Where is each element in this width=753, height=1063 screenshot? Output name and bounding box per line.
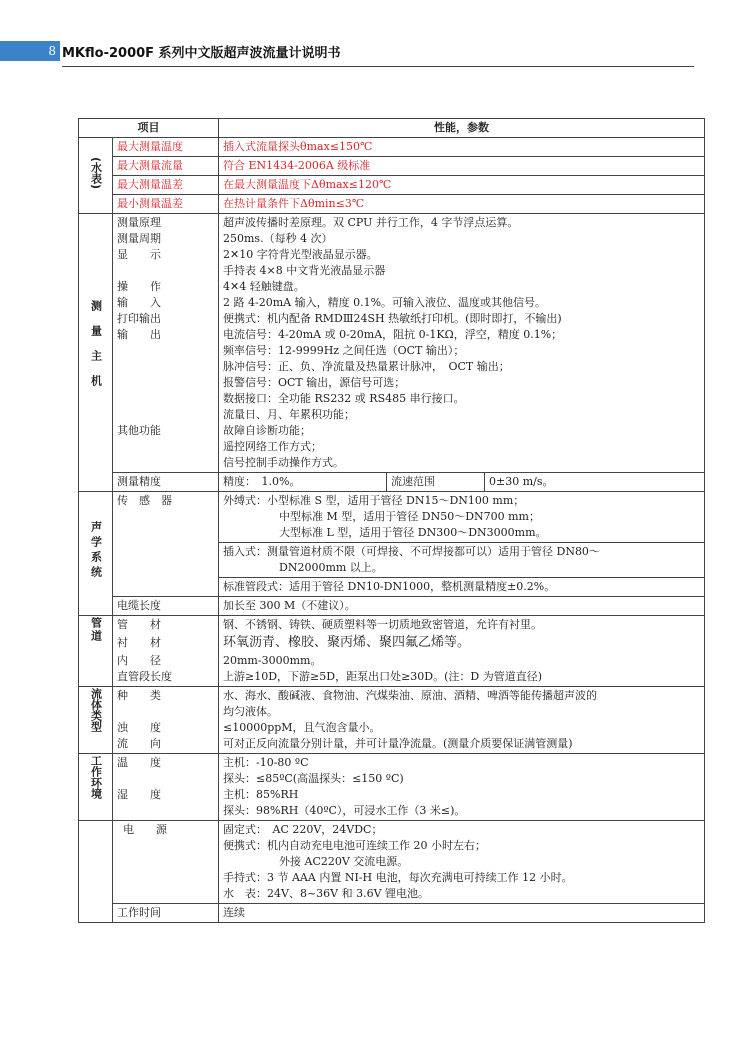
- fluid-values: [219, 687, 705, 754]
- group-label: 声学系统: [89, 521, 103, 581]
- group-environment: [79, 754, 113, 821]
- table-row: [79, 157, 705, 176]
- pipe-value: 上游≥10D，下游≥5D，距泵出口处≥30D。(注：D 为管道直径): [223, 670, 542, 683]
- row-item: 传 感 器: [113, 492, 219, 597]
- accuracy-value: 精度： 1.0%。: [219, 473, 387, 492]
- row-value: 在热计量条件下Δθmin≤3℃: [219, 195, 705, 214]
- host-value: 流量日、月、年累积功能；: [223, 408, 355, 421]
- host-item: [117, 439, 214, 455]
- table-row: [79, 597, 705, 616]
- host-value: 2 路 4-20mA 输入，精度 0.1%。可输入液位、温度或其他信号。: [223, 296, 547, 309]
- row-value: 加长至 300 M（不建议）。: [219, 597, 705, 616]
- fluid-item: 浊 度: [117, 721, 161, 734]
- table-row: [79, 754, 705, 821]
- row-item: 工作时间: [113, 904, 219, 923]
- host-value: 250ms.（每秒 4 次）: [223, 232, 333, 245]
- host-item: 操 作: [117, 280, 161, 293]
- environment-value: 主机：-10-80 ºC: [223, 756, 309, 769]
- clamp-line: 外缚式：小型标准 S 型，适用于管径 DN15～DN100 mm；: [223, 494, 525, 507]
- host-values: [219, 214, 705, 473]
- pipe-item: 衬 材: [117, 636, 161, 649]
- flow-range-value: 0±30 m/s。: [485, 473, 705, 492]
- host-item: 输 入: [117, 296, 161, 309]
- group-label: 测量主机: [89, 300, 103, 400]
- environment-value: 探头：≤85ºC(高温探头：≤150 ºC): [223, 772, 404, 785]
- row-item: 最小测量温差: [113, 195, 219, 214]
- power-line: 水 表：24V、8~36V 和 3.6V 锂电池。: [223, 887, 430, 900]
- header-performance: 性能，参数: [219, 119, 705, 138]
- group-pipe: [79, 616, 113, 687]
- clamp-line: 大型标准 L 型，适用于管径 DN300～DN3000mm。: [279, 526, 547, 539]
- row-item: 最大测量流量: [113, 157, 219, 176]
- host-item: 输 出: [117, 328, 161, 341]
- header-item: 项目: [79, 119, 219, 138]
- fluid-value: 可对正反向流量分别计量，并可计量净流量。(测量介质要保证满管测量): [223, 737, 573, 750]
- group-label: (水表): [89, 156, 103, 190]
- power-line: 便携式：机内自动充电电池可连续工作 20 小时左右；: [223, 839, 486, 852]
- host-item: 打印输出: [117, 312, 161, 325]
- row-item: 电 源: [113, 821, 219, 904]
- pipe-value: 环氧沥青、橡胶、聚丙烯、聚四氟乙烯等。: [223, 635, 471, 650]
- host-item: [117, 391, 214, 407]
- header-rule: [62, 66, 694, 67]
- power-line: 手持式：3 节 AAA 内置 NI-H 电池，每次充满电可持续工作 12 小时。: [223, 871, 573, 884]
- table-row: [79, 687, 705, 754]
- host-item: [117, 407, 214, 423]
- fluid-item: 种 类: [117, 689, 161, 702]
- row-value: 插入式流量探头θmax≤150℃: [219, 138, 705, 157]
- row-item: 电缆长度: [113, 597, 219, 616]
- host-value: 脉冲信号：正、负、净流量及热量累计脉冲， OCT 输出；: [223, 360, 510, 373]
- environment-value: 探头：98%RH（40ºC），可浸水工作（3 米≤)。: [223, 804, 466, 817]
- pipe-item: 直管段长度: [117, 670, 172, 683]
- table-row: [79, 492, 705, 543]
- fluid-value: 均匀液体。: [223, 705, 278, 718]
- host-value: 电流信号：4-20mA 或 0-20mA，阻抗 0-1KΩ，浮空，精度 0.1%；: [223, 328, 563, 341]
- table-row: [79, 473, 705, 492]
- host-item: 测量原理: [117, 216, 161, 229]
- table-header-row: [79, 119, 705, 138]
- standard-value: 标准管段式：适用于管径 DN10-DN1000，整机测量精度±0.2%。: [219, 578, 705, 597]
- host-items: [113, 214, 219, 473]
- host-value: 手持表 4×8 中文背光液晶显示器: [223, 264, 386, 277]
- environment-item: 湿 度: [117, 788, 161, 801]
- host-item: [117, 455, 214, 471]
- table-row: [79, 904, 705, 923]
- group-acoustic: [79, 492, 113, 616]
- row-item: 最大测量温度: [113, 138, 219, 157]
- pipe-value: 20mm-3000mm。: [223, 654, 322, 667]
- pipe-item: 内 径: [117, 654, 161, 667]
- clamp-values: [219, 492, 705, 543]
- document-title: MKflo-2000F 系列中文版超声波流量计说明书: [62, 46, 341, 61]
- environment-item: [117, 803, 214, 819]
- group-host: [79, 214, 113, 492]
- pipe-items: [113, 616, 219, 687]
- power-line: 固定式： AC 220V，24VDC；: [223, 823, 383, 836]
- host-value: 4✕4 轻触键盘。: [223, 280, 305, 293]
- host-value: 频率信号：12-9999Hz 之间任选（OCT 输出）；: [223, 344, 465, 357]
- environment-value: 主机：85%RH: [223, 788, 299, 801]
- host-item: [117, 263, 214, 279]
- table-row: [79, 616, 705, 687]
- host-item: 显 示: [117, 248, 161, 261]
- pipe-item: 管 材: [117, 618, 161, 631]
- host-value: 报警信号：OCT 输出，源信号可选；: [223, 376, 406, 389]
- pipe-values: [219, 616, 705, 687]
- group-label: 工作环境: [89, 755, 103, 799]
- group-label: 管道: [89, 617, 103, 643]
- environment-item: [117, 771, 214, 787]
- host-item: 其他功能: [117, 424, 161, 437]
- host-item: [117, 343, 214, 359]
- flow-range-label: 流速范围: [387, 473, 485, 492]
- row-value: 符合 EN1434-2006A 级标准: [219, 157, 705, 176]
- fluid-value: 水、海水、酸碱液、食物油、汽煤柴油、原油、酒精、啤酒等能传播超声波的: [223, 689, 597, 702]
- host-item: [117, 359, 214, 375]
- host-value: 超声波传播时差原理。双 CPU 并行工作，4 字节浮点运算。: [223, 216, 519, 229]
- group-fluid: [79, 687, 113, 754]
- group-empty: [79, 821, 113, 923]
- row-item: 最大测量温差: [113, 176, 219, 195]
- host-value: 数据接口：全功能 RS232 或 RS485 串行接口。: [223, 392, 465, 405]
- clamp-line: 中型标准 M 型，适用于管径 DN50～DN700 mm；: [279, 510, 540, 523]
- row-value: 连续: [219, 904, 705, 923]
- fluid-items: [113, 687, 219, 754]
- insert-values: [219, 543, 705, 578]
- power-values: [219, 821, 705, 904]
- host-value: 故障自诊断功能；: [223, 424, 311, 437]
- table-row: [79, 138, 705, 157]
- fluid-value: ≤10000ppM，且气泡含量小。: [223, 721, 381, 734]
- row-item: 测量精度: [113, 473, 219, 492]
- host-value: 遥控网络工作方式；: [223, 440, 322, 453]
- pipe-value: 钢、不锈钢、铸铁、硬质塑料等一切质地致密管道，允许有衬里。: [223, 618, 542, 631]
- fluid-item: 流 向: [117, 737, 161, 750]
- table-row: [79, 176, 705, 195]
- insert-line: DN2000mm 以上。: [279, 561, 383, 574]
- group-label: 流体类型: [89, 688, 103, 732]
- environment-values: [219, 754, 705, 821]
- spec-table: [78, 118, 705, 923]
- environment-item: 温 度: [117, 756, 161, 769]
- host-value: 信号控制手动操作方式。: [223, 456, 344, 469]
- fluid-item: [117, 704, 214, 720]
- host-value: 便携式：机内配备 RMDⅢ24SH 热敏纸打印机。(即时即打，不输出): [223, 312, 562, 325]
- page-number: 8: [0, 41, 60, 61]
- insert-line: 插入式：测量管道材质不限（可焊接、不可焊接都可以）适用于管径 DN80～: [223, 545, 600, 558]
- table-row: [79, 821, 705, 904]
- host-item: 测量周期: [117, 232, 161, 245]
- group-water-meter: [79, 138, 113, 214]
- row-value: 在最大测量温度下Δθmax≤120℃: [219, 176, 705, 195]
- host-item: [117, 375, 214, 391]
- power-line: 外接 AC220V 交流电源。: [279, 855, 409, 868]
- host-value: 2✕10 字符背光型液晶显示器。: [223, 248, 378, 261]
- table-row: [79, 214, 705, 473]
- environment-items: [113, 754, 219, 821]
- table-row: [79, 195, 705, 214]
